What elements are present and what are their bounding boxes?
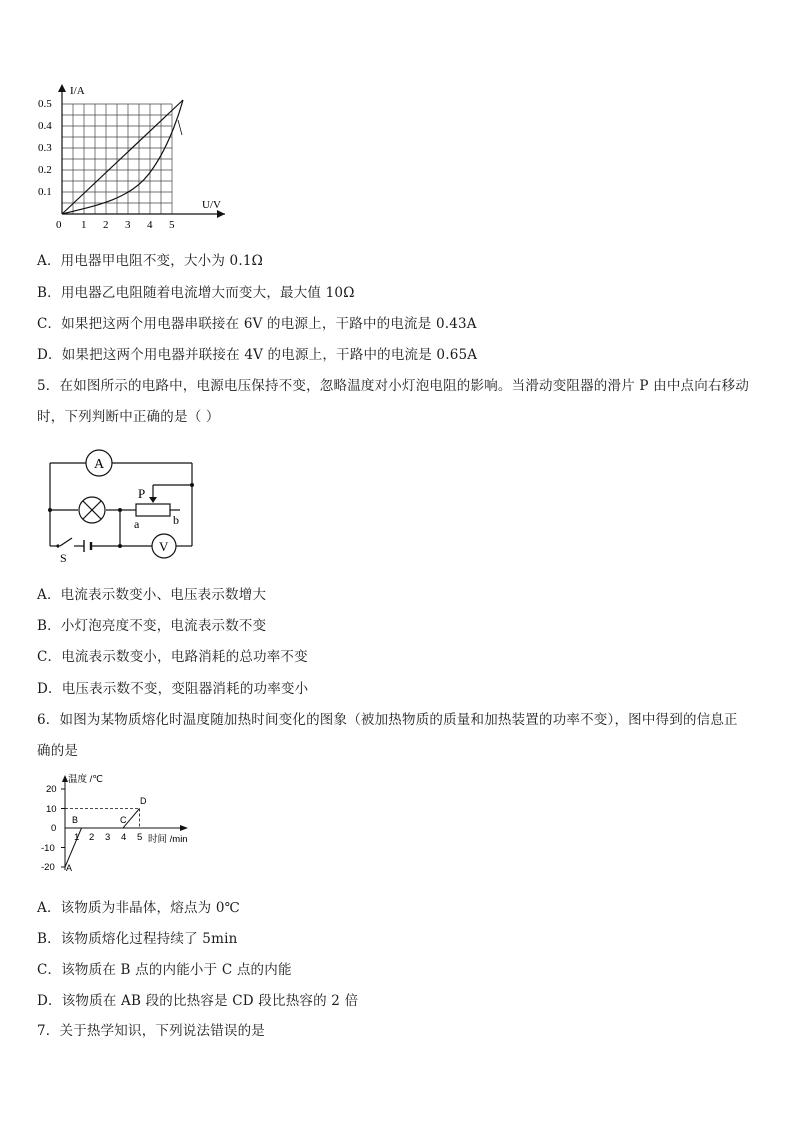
end-a-label: a <box>134 517 140 531</box>
q6-stem-line1: 6．如图为某物质熔化时温度随加热时间变化的图象（被加热物质的质量和加热装置的功率不变），图中得到的信息正 <box>37 712 738 728</box>
x-tick: 5 <box>169 219 175 231</box>
q6-option-b: B．该物质熔化过程持续了 5min <box>37 931 238 947</box>
point-a-label: A <box>66 863 73 873</box>
q6-stem-line2: 确的是 <box>37 743 79 759</box>
circuit-diagram <box>40 448 205 566</box>
q5-stem-line1: 5．在如图所示的电路中，电源电压保持不变，忽略温度对小灯泡电阻的影响。当滑动变阻器的滑片 P 由中点向右移动 <box>37 378 750 394</box>
x-tick: 3 <box>125 219 131 231</box>
x-tick: 4 <box>147 219 153 231</box>
y-tick: 0.3 <box>38 142 52 154</box>
y-tick: 0.2 <box>38 164 52 176</box>
iu-graph <box>30 80 240 232</box>
q5-option-a: A．电流表示数变小、电压表示数增大 <box>37 587 267 603</box>
y-tick: 20 <box>46 784 57 795</box>
ammeter-label: A <box>94 457 105 472</box>
temperature-graph <box>30 770 205 878</box>
q5-stem-line2: 时，下列判断中正确的是（ ） <box>37 409 220 425</box>
x-tick: 5 <box>137 832 143 843</box>
slider-label: P <box>138 486 146 501</box>
y-tick: 10 <box>46 804 57 815</box>
x-tick: 1 <box>74 832 80 843</box>
y-tick: -20 <box>41 862 55 873</box>
y-tick: -10 <box>41 843 55 854</box>
x-tick: 2 <box>89 832 95 843</box>
q5-option-d: D．电压表示数不变，变阻器消耗的功率变小 <box>37 681 309 697</box>
x-tick: 3 <box>105 832 111 843</box>
y-tick: 0.4 <box>38 120 52 132</box>
q4-option-b: B．用电器乙电阻随着电流增大而变大，最大值 10Ω <box>37 285 355 301</box>
point-d-label: D <box>140 796 147 806</box>
end-b-label: b <box>173 513 179 527</box>
line-jia <box>62 100 183 214</box>
x-tick: 2 <box>103 219 109 231</box>
point-c-label: C <box>120 815 127 825</box>
q4-option-c: C．如果把这两个用电器串联接在 6V 的电源上，干路中的电流是 0.43A <box>37 316 477 332</box>
point-b-label: B <box>72 815 79 825</box>
q7-stem: 7．关于热学知识，下列说法错误的是 <box>37 1023 265 1039</box>
y-tick: 0.5 <box>38 98 52 110</box>
q6-option-a: A．该物质为非晶体，熔点为 0℃ <box>37 900 240 916</box>
x-tick: 0 <box>56 219 62 231</box>
y-tick: 0 <box>51 823 57 834</box>
y-axis-label: I/A <box>70 85 85 97</box>
x-tick: 4 <box>121 832 127 843</box>
x-axis-label: 时间 /min <box>148 834 188 845</box>
x-axis-label: U/V <box>202 199 221 211</box>
q6-option-d: D．该物质在 AB 段的比热容是 CD 段比热容的 2 倍 <box>37 993 359 1009</box>
y-tick: 0.1 <box>38 186 52 198</box>
voltmeter-label: V <box>159 539 169 554</box>
q5-option-b: B．小灯泡亮度不变，电流表示数不变 <box>37 618 267 634</box>
q4-option-a: A．用电器甲电阻不变，大小为 0.1Ω <box>37 253 264 269</box>
x-tick: 1 <box>81 219 87 231</box>
q4-option-d: D．如果把这两个用电器并联接在 4V 的电源上，干路中的电流是 0.65A <box>37 347 478 363</box>
y-axis-label: 温度 /℃ <box>68 774 103 785</box>
q6-option-c: C．该物质在 B 点的内能小于 C 点的内能 <box>37 962 292 978</box>
switch-label: S <box>60 551 67 565</box>
q5-option-c: C．电流表示数变小，电路消耗的总功率不变 <box>37 649 308 665</box>
